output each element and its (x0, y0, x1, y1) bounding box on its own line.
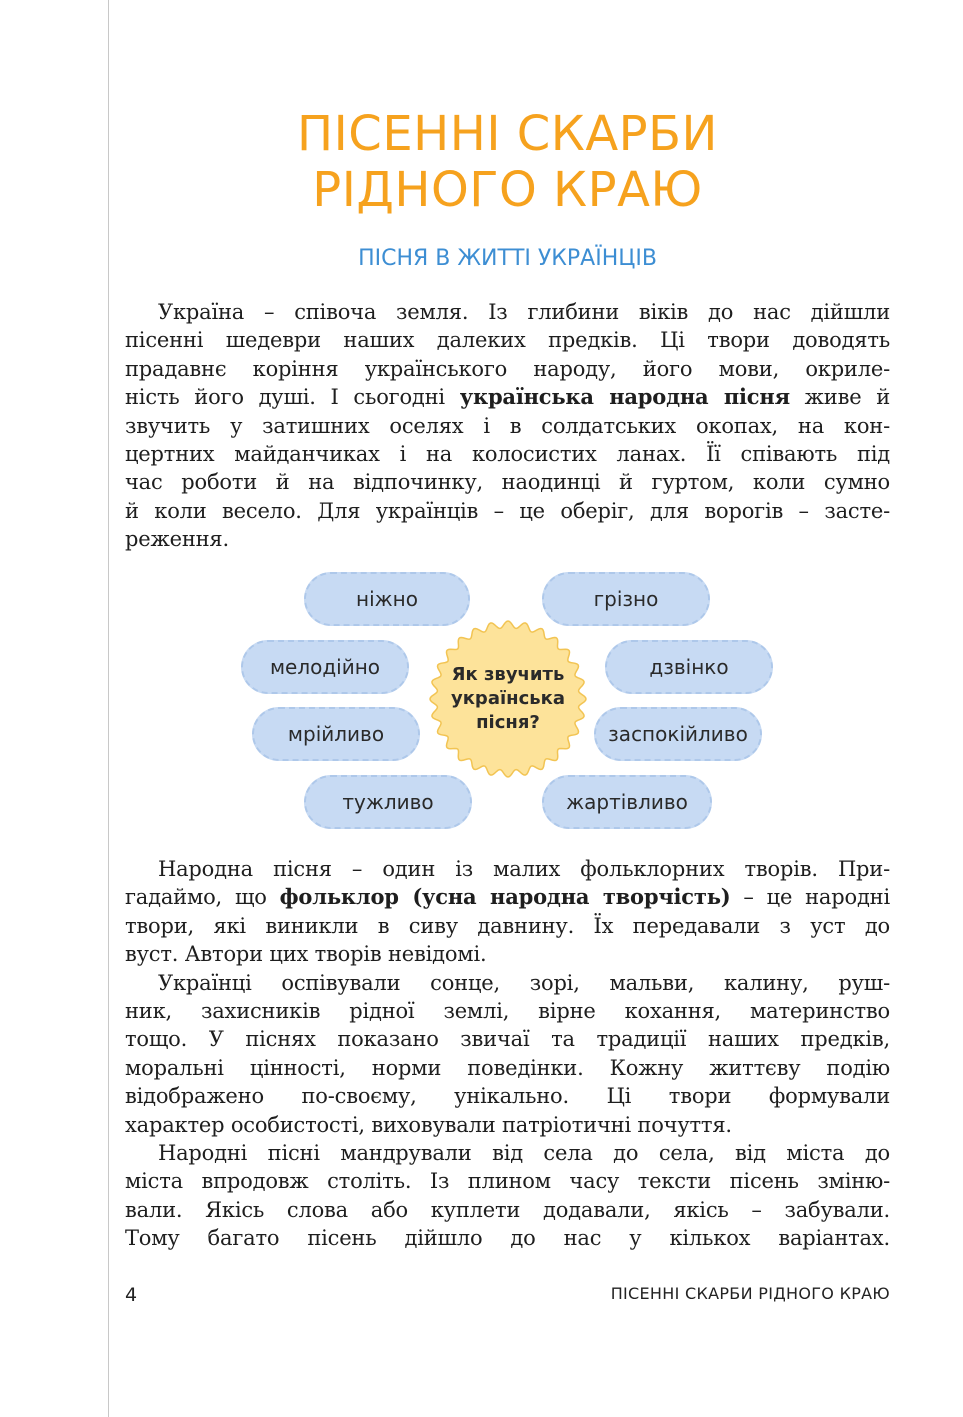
text-line: твори, які виникли в сиву давнину. Їх передавали з уст до (125, 913, 890, 938)
text-line: час роботи й на відпочинку, наодинці й гуртом, коли сумно (125, 470, 890, 495)
word-pill: дзвінко (605, 640, 773, 694)
text-line: Народна пісня – один із малих фольклорних творів. При- (158, 857, 890, 881)
word-pill: ніжно (304, 572, 470, 626)
title-line-2: РІДНОГО КРАЮ (312, 162, 703, 218)
word-cluster-diagram (240, 568, 775, 833)
text-line: Тому багато пісень дійшло до нас у кількох варіантах. (125, 1226, 890, 1251)
text-line: ник, захисників рідної землі, вірне кохання, материнство (125, 999, 890, 1024)
word-pill: мрійливо (252, 707, 420, 761)
text-line: відображено по-своєму, унікально. Ці твори формували (125, 1084, 890, 1109)
page-margin-line (108, 0, 109, 1417)
word-pill: жартівливо (542, 775, 712, 829)
text-line: цертних майданчиках і на колосистих ланах. Її співають під (125, 442, 890, 467)
word-pill: грізно (542, 572, 710, 626)
text-line (125, 883, 890, 911)
center-question (425, 616, 591, 782)
intro-paragraph (125, 298, 890, 554)
main-paragraphs (125, 855, 890, 1253)
text-line: пісенні шедеври наших далеких предків. Ці твори доводять (125, 328, 890, 353)
running-title: ПІСЕННІ СКАРБИ РІДНОГО КРАЮ (610, 1284, 890, 1303)
text-line: характер особистості, виховували патріотичні почуття. (125, 1112, 732, 1137)
text-line: реження. (125, 527, 229, 552)
title-line-1: ПІСЕННІ СКАРБИ (297, 106, 718, 162)
text-line: Народні пісні мандрували від села до села, від міста до (158, 1141, 890, 1166)
text-line (125, 383, 890, 411)
text-run: ність його душі. І сьогодні (125, 385, 460, 410)
page-number: 4 (125, 1284, 138, 1306)
text-line: Українці оспівували сонце, зорі, мальви, калину, руш- (158, 970, 890, 995)
page-title (125, 106, 890, 218)
text-line: вали. Якісь слова або куплети додавали, якісь – забували. (125, 1197, 890, 1222)
bold-term: українська народна пісня (459, 384, 790, 410)
word-pill: заспокійливо (594, 707, 762, 761)
center-line: Як звучить (451, 664, 565, 685)
text-line: тощо. У піснях показано звичаї та традиції наших предків, (125, 1027, 890, 1052)
center-line: українська (450, 688, 565, 709)
text-line: й коли весело. Для українців – це оберіг, для ворогів – засте- (125, 498, 890, 523)
word-pill: мелодійно (241, 640, 409, 694)
text-line: Україна – співоча земля. Із глибини віків до нас дійшли (158, 300, 890, 324)
text-run: – це народні (730, 885, 890, 910)
text-run: гадаймо, що (125, 885, 280, 910)
section-subtitle: ПІСНЯ В ЖИТТІ УКРАЇНЦІВ (358, 246, 657, 271)
text-line: моральні цінності, норми поведінки. Кожну життєву подію (125, 1055, 890, 1080)
text-line: міста впродовж століть. Із плином часу тексти пісень зміню- (125, 1169, 890, 1194)
text-run: живе й (789, 385, 891, 410)
text-line: звучить у затишних оселях і в солдатських окопах, на кон- (125, 413, 890, 438)
center-line: пісня? (476, 712, 540, 733)
text-line: вуст. Автори цих творів невідомі. (125, 942, 487, 967)
bold-term: фольклор (усна народна творчість) (279, 884, 731, 910)
text-line: прадавнє коріння українського народу, його мови, окриле- (125, 356, 890, 381)
word-pill: тужливо (304, 775, 472, 829)
